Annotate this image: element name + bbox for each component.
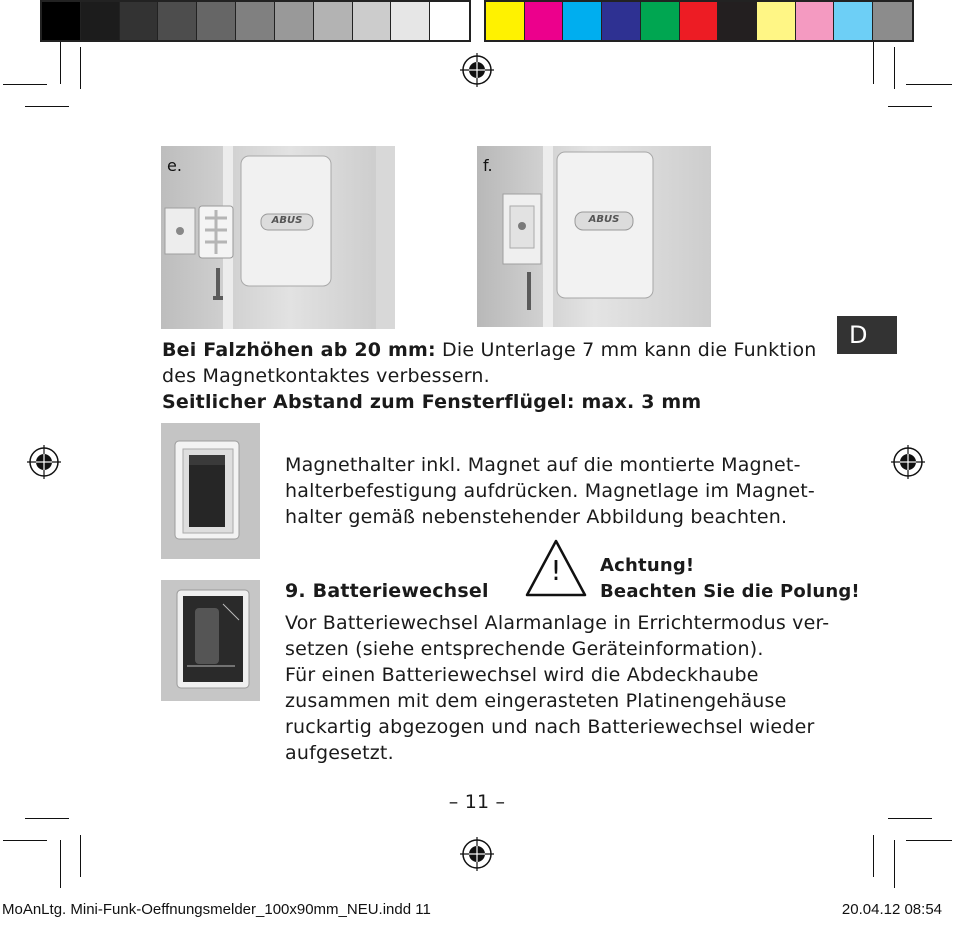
gray-swatch-3 xyxy=(120,2,159,40)
falz-bold: Bei Falzhöhen ab 20 mm: xyxy=(162,339,436,361)
footer-timestamp: 20.04.12 08:54 xyxy=(841,901,942,918)
gray-swatch-1 xyxy=(42,2,81,40)
battery-line-1: Vor Batteriewechsel Alarmanlage in Errichtermodus ver- xyxy=(285,612,830,634)
photo-f xyxy=(477,146,711,327)
warning-block xyxy=(600,553,860,605)
photo-e-label: e. xyxy=(167,156,182,175)
gray-swatch-4 xyxy=(158,2,197,40)
registration-mark-icon xyxy=(460,53,494,87)
magnet-line-1: Magnethalter inkl. Magnet auf die montierte Magnet- xyxy=(285,454,801,476)
color-swatch-2 xyxy=(525,2,564,40)
magnet-paragraph xyxy=(285,452,845,530)
gray-swatch-8 xyxy=(314,2,353,40)
gray-swatch-7 xyxy=(275,2,314,40)
footer-file-info: MoAnLtg. Mini-Funk-Oeffnungsmelder_100x90mm_NEU.indd 11 xyxy=(2,901,431,918)
battery-line-5: ruckartig abgezogen und nach Batteriewechsel wieder xyxy=(285,716,815,738)
color-swatch-9 xyxy=(796,2,835,40)
brand-logo: ABUS xyxy=(588,214,620,225)
gray-swatch-5 xyxy=(197,2,236,40)
registration-mark-icon xyxy=(27,445,61,479)
magnet-line-3: halter gemäß nebenstehender Abbildung beachten. xyxy=(285,506,788,528)
falz-rest: Die Unterlage 7 mm kann die Funktion xyxy=(435,339,817,361)
gray-swatch-9 xyxy=(353,2,392,40)
registration-mark-icon xyxy=(891,445,925,479)
magnet-holder-photo xyxy=(161,423,260,559)
page-number: – 11 – xyxy=(448,791,506,813)
photo-f-label: f. xyxy=(483,156,493,175)
color-swatch-7 xyxy=(718,2,757,40)
battery-line-2: setzen (siehe entsprechende Geräteinformation). xyxy=(285,638,764,660)
battery-line-4: zusammen mit dem eingerasteten Platinengehäuse xyxy=(285,690,787,712)
section-tab: D xyxy=(837,316,897,354)
warning-text: Beachten Sie die Polung! xyxy=(600,581,860,602)
photo-e xyxy=(161,146,395,329)
battery-photo xyxy=(161,580,260,701)
battery-line-3: Für einen Batteriewechsel wird die Abdeckhaube xyxy=(285,664,759,686)
falz-line-1 xyxy=(162,337,842,363)
gray-swatch-10 xyxy=(391,2,430,40)
grayscale-color-bar xyxy=(40,0,471,42)
brand-logo: ABUS xyxy=(271,215,303,226)
color-swatch-8 xyxy=(757,2,796,40)
color-swatch-10 xyxy=(834,2,873,40)
warning-title: Achtung! xyxy=(600,555,695,576)
battery-paragraph xyxy=(285,610,845,766)
falz-line-2: des Magnetkontaktes verbessern. xyxy=(162,365,490,387)
abstand-line: Seitlicher Abstand zum Fensterflügel: max. 3 mm xyxy=(162,391,702,413)
process-color-bar xyxy=(484,0,914,42)
falz-paragraph xyxy=(162,337,842,415)
color-swatch-1 xyxy=(486,2,525,40)
color-swatch-4 xyxy=(602,2,641,40)
color-swatch-5 xyxy=(641,2,680,40)
color-swatch-6 xyxy=(680,2,719,40)
gray-swatch-11 xyxy=(430,2,469,40)
battery-line-6: aufgesetzt. xyxy=(285,742,394,764)
battery-heading: 9. Batteriewechsel xyxy=(285,580,489,602)
color-swatch-3 xyxy=(563,2,602,40)
registration-mark-icon xyxy=(460,837,494,871)
gray-swatch-6 xyxy=(236,2,275,40)
warning-exclamation: ! xyxy=(550,554,562,587)
gray-swatch-2 xyxy=(81,2,120,40)
color-swatch-11 xyxy=(873,2,912,40)
magnet-line-2: halterbefestigung aufdrücken. Magnetlage im Magnet- xyxy=(285,480,815,502)
